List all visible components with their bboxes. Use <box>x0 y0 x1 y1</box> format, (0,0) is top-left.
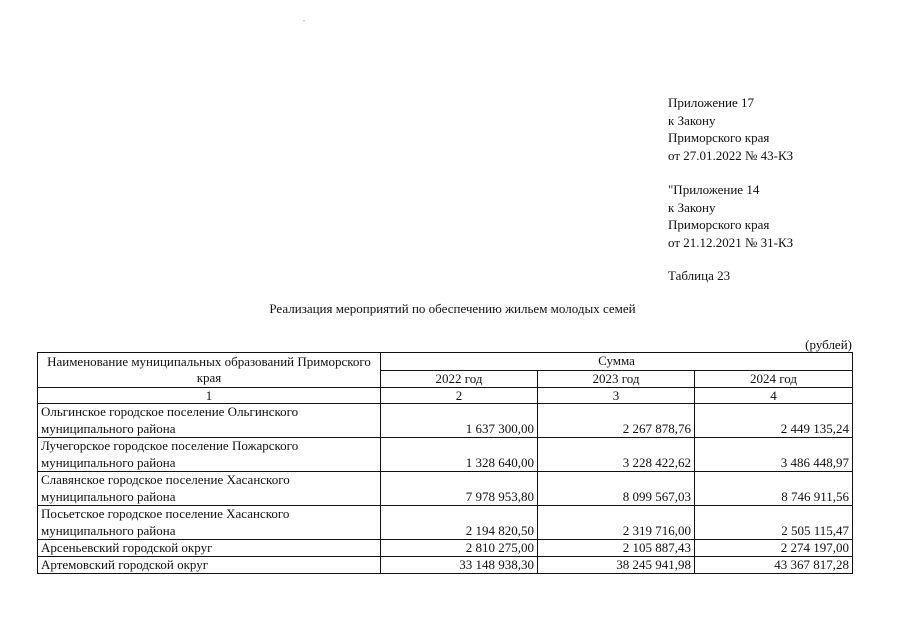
amount-2024: 43 367 817,28 <box>695 557 853 574</box>
appendix-line: Приморского края <box>668 217 770 232</box>
amount-2024: 2 274 197,00 <box>695 540 853 557</box>
appendix-line: Приморского края <box>668 130 770 145</box>
appendix-line: к Закону <box>668 112 716 128</box>
municipality-name: Славянское городское поселение Хасанского муниципального района <box>38 472 381 506</box>
amount-2022: 2 810 275,00 <box>381 540 538 557</box>
amount-2024: 8 746 911,56 <box>695 472 853 506</box>
units-label: (рублей) <box>805 337 852 352</box>
header-municipality: Наименование муниципальных образований Приморского края <box>38 353 381 388</box>
appendix-line: Приложение 17 <box>668 95 755 110</box>
appendix-line: к Закону <box>668 199 716 215</box>
amount-2023: 2 319 716,00 <box>538 506 695 540</box>
amount-2023: 2 267 878,76 <box>538 404 695 438</box>
appendix-line: от 27.01.2022 № 43-КЗ <box>668 147 794 163</box>
table-row <box>38 506 853 540</box>
table-row <box>38 557 853 574</box>
amount-2023: 3 228 422,62 <box>538 438 695 472</box>
document-title: Реализация мероприятий по обеспечению жильем молодых семей <box>269 301 636 316</box>
column-number-row <box>38 388 853 404</box>
table-row <box>38 472 853 506</box>
appendix-line: "Приложение 14 <box>668 182 760 197</box>
header-year-2024: 2024 год <box>695 370 853 388</box>
appendix-line: от 21.12.2021 № 31-КЗ <box>668 234 794 250</box>
appendix-header-original <box>668 181 898 251</box>
table-number: Таблица 23 <box>668 268 731 283</box>
amount-2022: 1 328 640,00 <box>381 438 538 472</box>
appendix-header-current <box>668 94 898 164</box>
municipality-name: Лучегорское городское поселение Пожарского муниципального района <box>38 438 381 472</box>
amount-2023: 8 099 567,03 <box>538 472 695 506</box>
amount-2022: 1 637 300,00 <box>381 404 538 438</box>
amount-2024: 3 486 448,97 <box>695 438 853 472</box>
column-number: 2 <box>381 388 538 404</box>
table-header-row <box>38 353 853 371</box>
header-sum: Сумма <box>381 353 853 371</box>
header-year-2023: 2023 год <box>538 370 695 388</box>
scan-speck <box>303 20 305 21</box>
column-number: 4 <box>695 388 853 404</box>
column-number: 3 <box>538 388 695 404</box>
funding-table <box>37 352 853 574</box>
table-row <box>38 404 853 438</box>
table-row <box>38 438 853 472</box>
municipality-name: Посьетское городское поселение Хасанского муниципального района <box>38 506 381 540</box>
amount-2023: 38 245 941,98 <box>538 557 695 574</box>
amount-2024: 2 505 115,47 <box>695 506 853 540</box>
municipality-name: Арсеньевский городской округ <box>38 540 381 557</box>
table-row <box>38 540 853 557</box>
amount-2023: 2 105 887,43 <box>538 540 695 557</box>
header-year-2022: 2022 год <box>381 370 538 388</box>
amount-2022: 7 978 953,80 <box>381 472 538 506</box>
column-number: 1 <box>38 388 381 404</box>
amount-2022: 2 194 820,50 <box>381 506 538 540</box>
municipality-name: Артемовский городской округ <box>38 557 381 574</box>
amount-2022: 33 148 938,30 <box>381 557 538 574</box>
municipality-name: Ольгинское городское поселение Ольгинского муниципального района <box>38 404 381 438</box>
amount-2024: 2 449 135,24 <box>695 404 853 438</box>
